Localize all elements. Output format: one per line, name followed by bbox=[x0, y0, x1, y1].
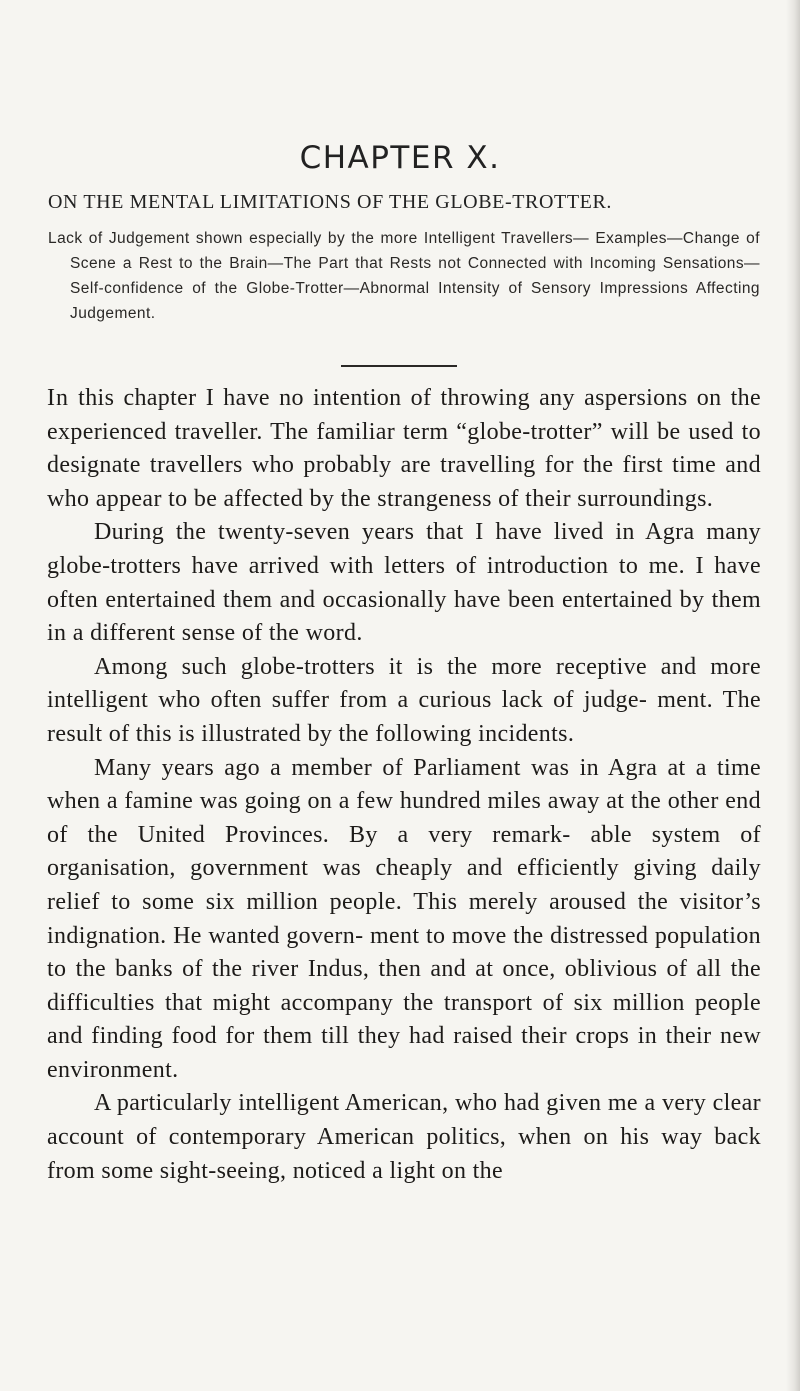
chapter-synopsis: Lack of Judgement shown especially by the more Intelligent Travellers— Examples—Change of Scene a Rest to the Brain—The Part that Rests not Connected with Incoming Sensations—Self-confidence of the Globe-Trotter—Abnormal Intensity of Sensory Impressions Affecting Judgement. bbox=[48, 230, 760, 322]
paragraph-2: During the twenty-seven years that I have lived in Agra many globe-trotters have arrived with letters of introduction to me. I have often entertained them and occasionally have been entertained by them in a different sense of the word. bbox=[47, 519, 761, 647]
chapter-body bbox=[47, 382, 761, 1188]
paragraph-1 bbox=[47, 382, 761, 516]
chapter-title: ON THE MENTAL LIMITATIONS OF THE GLOBE-TROTTER. bbox=[48, 191, 613, 213]
chapter-heading: CHAPTER X. bbox=[299, 140, 501, 176]
paragraph-4: Many years ago a member of Parliament was in Agra at a time when a famine was going on a few hundred miles away at the other end of the United Provinces. By a very remark- able system of organisation, government was cheaply and efficiently giving daily relief to some six million people. This merely aroused the visitor’s indignation. He wanted govern- ment to move the distressed population to the banks of the river Indus, then and at once, oblivious of all the difficulties that might accompany the transport of six million people and finding food for them till they had raised their crops in their new environment. bbox=[47, 754, 761, 1083]
page-edge-shadow bbox=[786, 0, 800, 1391]
paragraph-5: A particularly intelligent American, who had given me a very clear account of contemporary American politics, when on his way back from some sight-seeing, noticed a light on the bbox=[47, 1090, 761, 1184]
paragraph-3: Among such globe-trotters it is the more receptive and more intelligent who often suffer from a curious lack of judge- ment. The result of this is illustrated by the following incidents. bbox=[47, 653, 761, 747]
paragraph-1-text: this chapter I have no intention of throwing any aspersions on the experienced traveller. The familiar term “globe-trotter” will be used to designate travellers who probably are travelling for the first time and who appear to be affected by the strangeness of their surroundings. bbox=[47, 385, 761, 512]
opening-small-caps: In bbox=[47, 385, 69, 411]
section-divider bbox=[341, 365, 457, 367]
